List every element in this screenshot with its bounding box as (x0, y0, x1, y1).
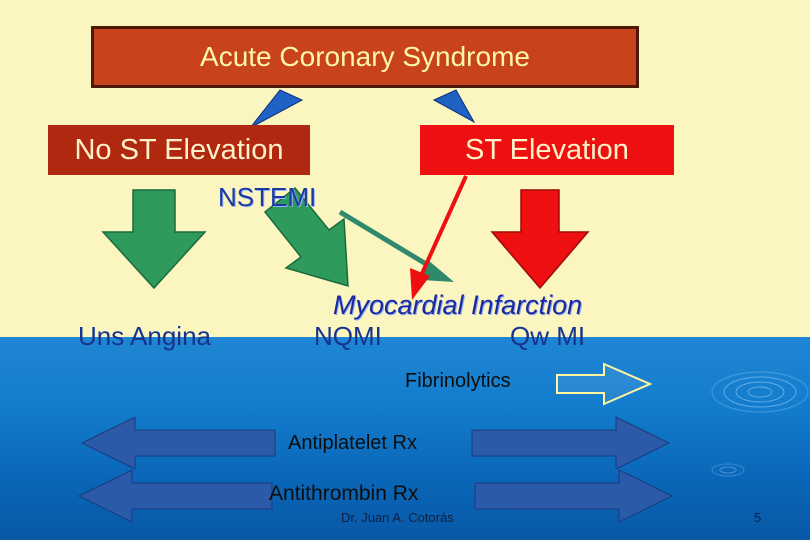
fibrinolytics-label: Fibrinolytics (405, 370, 511, 392)
blue-arrow-right-icon (434, 90, 474, 122)
myocardial-infarction-label: Myocardial Infarction (333, 290, 583, 320)
antiplatelet-label: Antiplatelet Rx (288, 432, 417, 454)
page-number: 5 (754, 510, 762, 525)
ripple-decoration (712, 372, 808, 476)
red-thin-arrow-line (420, 176, 466, 278)
footer-author: Dr. Juan A. Cotorás (341, 510, 454, 525)
antithrombin-label: Antithrombin Rx (269, 482, 419, 505)
st-elevation-box (420, 125, 674, 175)
no-st-elevation-box (48, 125, 310, 175)
nqmi-label: NQMI (314, 321, 382, 351)
antiplatelet-left-arrow-icon (82, 417, 275, 469)
antithrombin-left-arrow-icon (79, 470, 272, 522)
antiplatelet-right-arrow-icon (472, 417, 669, 469)
acs-title: Acute Coronary Syndrome (200, 41, 530, 72)
red-arrow-down-icon (492, 190, 588, 288)
acs-title-box (91, 26, 639, 88)
thin-green-arrow-line (340, 212, 436, 270)
fibrinolytics-arrow-icon (557, 364, 650, 404)
green-arrow-down-icon (103, 190, 205, 288)
unstable-angina-label: Uns Angina (78, 321, 211, 351)
qw-mi-label: Qw MI (510, 321, 586, 351)
antithrombin-right-arrow-icon (475, 470, 672, 522)
st-elevation-label: ST Elevation (465, 133, 629, 166)
blue-arrow-left-icon (250, 90, 302, 128)
no-st-elevation-label: No ST Elevation (74, 133, 284, 166)
nstemi-label: NSTEMI (218, 182, 317, 212)
